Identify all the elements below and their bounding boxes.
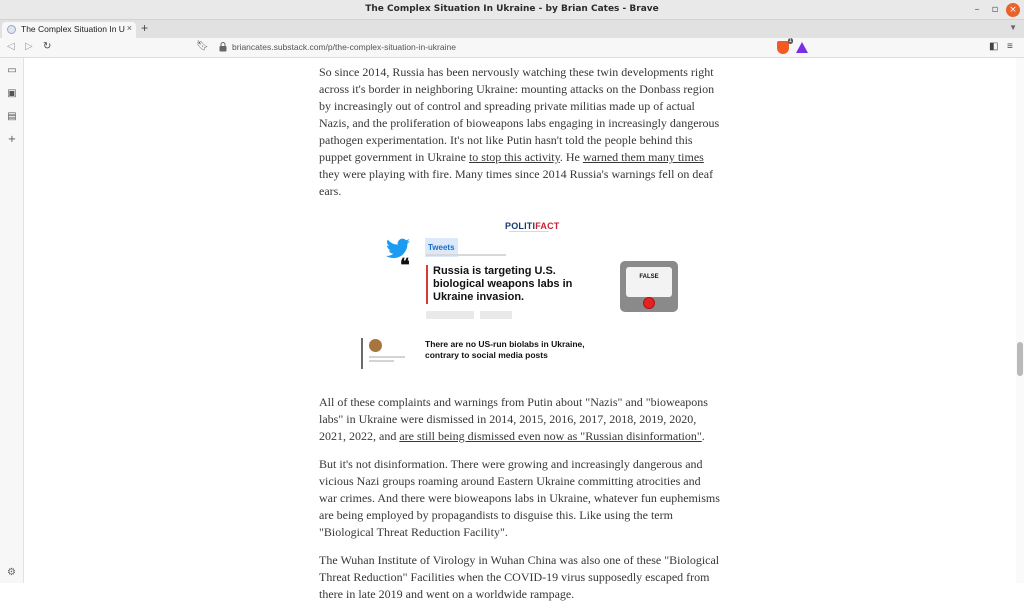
tag-chip xyxy=(426,311,474,319)
bookmark-icon[interactable]: 🔖︎ xyxy=(196,41,209,52)
browser-toolbar xyxy=(0,38,1024,58)
window-titlebar xyxy=(0,0,1024,20)
scrollbar-thumb[interactable] xyxy=(1017,342,1023,376)
logo-tagline-placeholder xyxy=(509,231,549,232)
truth-o-meter-image xyxy=(620,261,678,312)
sidebar-reading-list-icon[interactable]: ▤ xyxy=(7,111,17,122)
address-bar[interactable]: briancates.substack.com/p/the-complex-situation-in-ukraine xyxy=(232,42,456,52)
fact-check-claim: Russia is targeting U.S. biological weapons labs in Ukraine invasion. xyxy=(426,265,598,304)
quote-bar xyxy=(361,338,363,369)
tab-title: The Complex Situation In U xyxy=(21,24,125,34)
sidebar-toggle-icon[interactable]: ◧ xyxy=(989,41,999,52)
logo-part-1: POLITI xyxy=(505,221,536,231)
maximize-button[interactable]: ▫ xyxy=(991,4,999,15)
window-title: The Complex Situation In Ukraine - by Brian Cates - Brave xyxy=(365,4,659,14)
paragraph-1 xyxy=(319,64,721,200)
stop-this-activity-link[interactable]: to stop this activity xyxy=(468,150,560,164)
tab-close-icon[interactable]: × xyxy=(126,23,132,33)
sidebar-settings-gear-icon[interactable]: ⚙ xyxy=(7,567,16,578)
new-tab-button[interactable]: + xyxy=(141,21,149,35)
brave-rewards-icon[interactable] xyxy=(796,42,808,53)
tag-chip xyxy=(480,311,512,319)
author-meta-placeholder xyxy=(369,356,405,364)
minimize-button[interactable]: – xyxy=(974,4,980,15)
rating-label: FALSE xyxy=(639,274,659,280)
site-favicon-icon xyxy=(7,25,16,34)
author-avatar xyxy=(369,339,382,352)
tab-search-chevron-icon[interactable]: ▼ xyxy=(1009,23,1017,32)
hamburger-menu-icon[interactable]: ≡ xyxy=(1007,41,1013,52)
claim-date-placeholder xyxy=(426,254,506,256)
paragraph-2-text: All of these complaints and warnings from Putin about "Nazis" and "bioweapons labs" in Ukraine were dismissed in 2014, 2015, 2016, 2017, 2018, 2019, 2020, 2021, 2022, and xyxy=(319,395,708,443)
sidebar-bookmarks-icon[interactable]: ▣ xyxy=(7,88,17,99)
red-button-icon xyxy=(643,297,655,309)
paragraph-1-text-end: they were playing with fire. Many times since 2014 Russia's warnings fell on deaf ears. xyxy=(319,167,714,198)
article-body xyxy=(319,64,721,614)
reload-button[interactable]: ↻ xyxy=(43,41,52,52)
sidebar-video-icon[interactable]: ▭ xyxy=(7,65,17,76)
paragraph-1-text: So since 2014, Russia has been nervously watching these twin developments right across it's border in neighboring Ukraine: mounting attacks on the Donbass region by increasingly out of control and spreading private militias made up of actual Nazis, and the proliferation of bioweapons labs engaging in increasingly dangerous pathogen experimentation. It's not like Putin hasn't told the people behind this puppet government in Ukraine xyxy=(319,65,720,164)
tweets-category-tag: Tweets xyxy=(425,238,458,257)
paragraph-3: But it's not disinformation. There were growing and increasingly dangerous and vicious Nazi groups roaming around Eastern Ukraine committing atrocities and war crimes. And there were bioweapons labs in Ukraine, whatever fun euphemisms are being employed by propagandists to disguise this. Like using the term "Biological Threat Reduction Facility". xyxy=(319,457,720,539)
tab-strip xyxy=(0,20,1024,38)
forward-button[interactable]: ▷ xyxy=(25,41,33,52)
paragraph-2 xyxy=(319,394,721,445)
lock-icon[interactable] xyxy=(219,42,227,52)
article-subheadline: There are no US-run biolabs in Ukraine, contrary to social media posts xyxy=(425,339,585,360)
paragraph-2-text-end: . xyxy=(701,429,705,443)
shield-count-badge: 1 xyxy=(788,38,792,44)
back-button[interactable]: ◁ xyxy=(7,41,15,52)
page-scrollbar[interactable] xyxy=(1016,58,1024,583)
logo-part-2: FACT xyxy=(535,221,560,231)
brave-shield-icon[interactable] xyxy=(777,38,792,54)
sidebar-add-icon[interactable]: + xyxy=(7,134,17,145)
browser-sidebar xyxy=(0,58,24,583)
close-window-button[interactable]: × xyxy=(1006,3,1020,17)
paragraph-1-text-mid: . He xyxy=(559,150,583,164)
politifact-logo xyxy=(505,218,560,235)
russian-disinformation-link[interactable]: are still being dismissed even now as "Russian disinformation" xyxy=(399,429,702,443)
paragraph-4: The Wuhan Institute of Virology in Wuhan China was also one of these "Biological Threat Reduction" Facilities when the COVID-19 virus supposedly escaped from there in late 2019 and went on a worldwide rampage. xyxy=(319,553,720,601)
truth-o-meter-face xyxy=(626,267,672,297)
quote-mark-icon: ❝ xyxy=(400,255,410,275)
tab-active[interactable] xyxy=(2,22,136,38)
politifact-screenshot-image xyxy=(319,218,721,378)
warned-them-link[interactable]: warned them many times xyxy=(582,150,704,164)
